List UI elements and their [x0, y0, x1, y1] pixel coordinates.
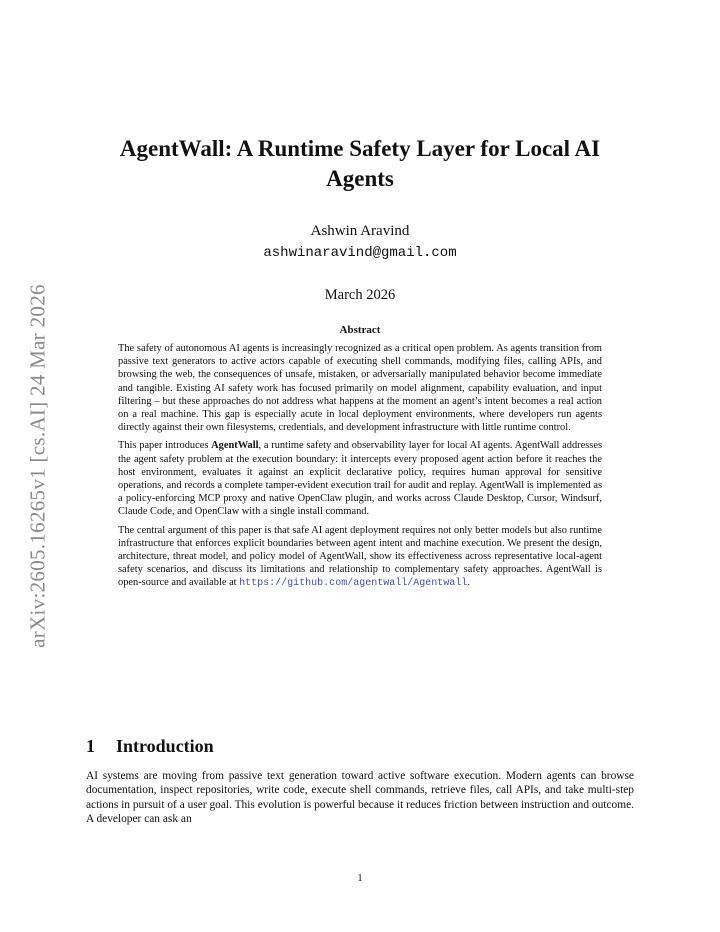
section-number: 1: [86, 736, 95, 756]
abstract-p3-end: .: [467, 577, 470, 589]
introduction-paragraph: AI systems are moving from passive text generation toward active software execution. Modern agents can browse documentation, inspect repositories, write code, execute shell commands, retrieve files, call APIs, and take multi-step actions in pursuit of a user goal. This evolution is powerful because it reduces friction between instruction and outcome. A developer can ask an: [86, 770, 634, 826]
abstract-paragraph-1: The safety of autonomous AI agents is increasingly recognized as a critical open problem. As agents transition from passive text generators to active actors capable of executing shell commands, modifying files, calling APIs, and browsing the web, the consequences of unsafe, mistaken, or adversarially manipulated behavior become immediate and tangible. Existing AI safety work has focused primarily on model alignment, capability evaluation, and input filtering – but these approaches do not address what happens at the moment an agent’s intent becomes a real action on a real machine. This gap is especially acute in local deployment environments, where developers run agents directly against their own filesystems, credentials, and development infrastructure with little runtime control.: [118, 343, 602, 434]
page-number: 1: [357, 872, 363, 884]
abstract-p2-rest: , a runtime safety and observability layer for local AI agents. AgentWall addresses the agent safety problem at the execution boundary: it intercepts every proposed agent action before it reaches the host environment, evaluates it against an explicit declarative policy, requires human approval for sensitive operations, and records a complete tamper-evident execution trail for audit and replay. AgentWall is implemented as a policy-enforcing MCP proxy and native OpenClaw plugin, and works across Claude Desktop, Cursor, Windsurf, Claude Code, and OpenClaw with a single install command.: [118, 440, 602, 518]
paper-title: AgentWall: A Runtime Safety Layer for Local AI Agents: [119, 136, 601, 191]
abstract-body: [118, 342, 602, 596]
author-name: Ashwin Aravind: [310, 223, 410, 239]
abstract-paragraph-3: [118, 524, 602, 591]
author-email: ashwinaravind@gmail.com: [263, 245, 457, 261]
abstract-p2-lead: This paper introduces: [118, 440, 212, 452]
abstract-paragraph-2: [118, 439, 602, 518]
abstract-p3-text: The central argument of this paper is that safe AI agent deployment requires not only better models but also runtime infrastructure that enforces explicit boundaries between agent intent and machine execution. We present the design, architecture, threat model, and policy model of AgentWall, show its effectiveness across representative local-agent safety scenarios, and discuss its limitations and relationship to complementary safety approaches. AgentWall is open-source and available at: [118, 524, 602, 589]
abstract-heading: Abstract: [339, 324, 381, 336]
section-heading-introduction: [86, 734, 214, 758]
publication-date: March 2026: [324, 287, 396, 303]
arxiv-identifier-stamp: arXiv:2605.16265v1 [cs.AI] 24 Mar 2026: [25, 284, 50, 648]
repository-link[interactable]: https://github.com/agentwall/Agentwall: [239, 578, 468, 590]
abstract-p2-bold-name: AgentWall: [211, 440, 259, 452]
section-title: Introduction: [116, 736, 214, 756]
